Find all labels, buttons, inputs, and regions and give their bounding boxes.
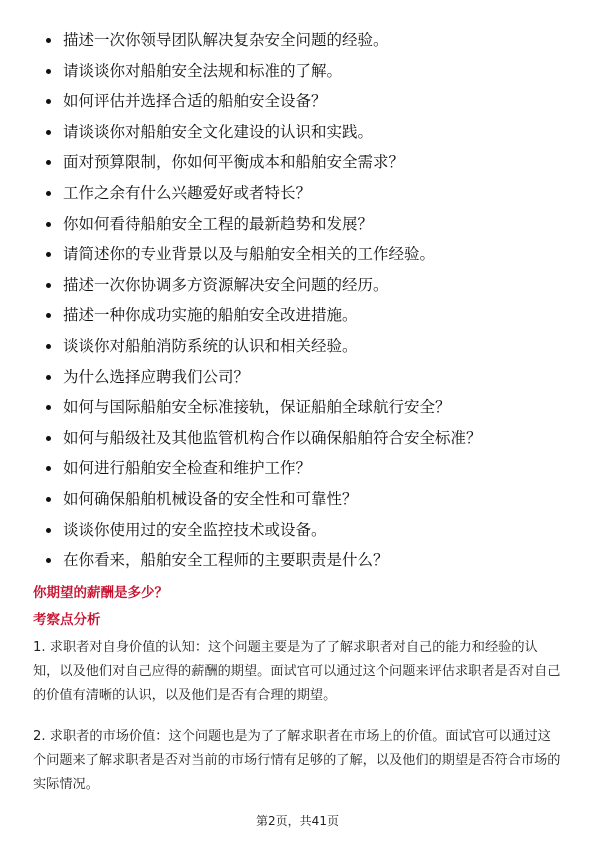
bullet-icon [46,222,51,227]
bullet-icon [46,466,51,471]
question-text: 如何进行船舶安全检查和维护工作？ [63,459,312,478]
list-item [42,331,562,362]
bullet-icon [46,38,51,43]
question-text: 如何与国际船舶安全标准接轨，保证船舶全球航行安全？ [63,398,451,417]
bullet-icon [46,160,51,165]
question-text: 描述一次你领导团队解决复杂安全问题的经验。 [63,31,389,49]
analysis-paragraph-2: 2. 求职者的市场价值：这个问题也是为了了解求职者在市场上的价值。面试官可以通过这个问题来了解求职者是否对当前的市场行情有足够的了解，以及他们的期望是否符合市场的实际情况。 [33,729,561,792]
question-list [42,25,562,576]
question-text: 请谈谈你对船舶安全法规和标准的了解。 [63,61,343,80]
bullet-icon [46,283,51,288]
list-item [42,300,562,331]
list-item [42,270,562,301]
section-question-heading: 你期望的薪酬是多少？ [33,585,168,601]
question-text: 如何确保船舶机械设备的安全性和可靠性？ [63,489,358,508]
list-item [42,239,562,270]
bullet-icon [46,497,51,502]
list-item [42,86,562,117]
bullet-icon [46,130,51,135]
bullet-icon [46,436,51,441]
bullet-icon [46,69,51,74]
question-text: 工作之余有什么兴趣爱好或者特长？ [63,183,312,202]
analysis-heading: 考察点分析 [33,612,101,628]
bullet-icon [46,252,51,257]
list-item [42,209,562,240]
list-item [42,392,562,423]
question-text: 请谈谈你对船舶安全文化建设的认识和实践。 [63,122,374,141]
bullet-icon [46,344,51,349]
bullet-icon [46,405,51,410]
question-text: 为什么选择应聘我们公司？ [63,367,250,386]
list-item [42,25,562,56]
question-text: 如何与船级社及其他监管机构合作以确保船舶符合安全标准？ [63,428,482,447]
bullet-icon [46,528,51,533]
list-item [42,423,562,454]
list-item [42,453,562,484]
list-item [42,178,562,209]
list-item [42,484,562,515]
bullet-icon [46,375,51,380]
question-text: 谈谈你使用过的安全监控技术或设备。 [63,520,327,539]
page-number: 第2页，共41页 [256,814,339,828]
question-text: 你如何看待船舶安全工程的最新趋势和发展？ [63,214,374,233]
analysis-paragraph-1: 1. 求职者对自身价值的认知：这个问题主要是为了了解求职者对自己的能力和经验的认知，以及他们对自己应得的薪酬的期望。面试官可以通过这个问题来评估求职者是否对自己的价值有清晰的认识，以及他们是否有合理的期望。 [33,640,561,703]
bullet-icon [46,558,51,563]
bullet-icon [46,191,51,196]
question-text: 谈谈你对船舶消防系统的认识和相关经验。 [63,336,358,355]
question-text: 描述一次你协调多方资源解决安全问题的经历。 [63,275,389,294]
question-text: 在你看来，船舶安全工程师的主要职责是什么？ [63,551,389,570]
bullet-icon [46,99,51,104]
question-text: 面对预算限制，你如何平衡成本和船舶安全需求？ [63,153,405,172]
bullet-icon [46,313,51,318]
question-text: 描述一种你成功实施的船舶安全改进措施。 [63,306,358,325]
question-text: 请简述你的专业背景以及与船舶安全相关的工作经验。 [63,245,436,264]
list-item [42,56,562,87]
list-item [42,545,562,576]
question-text: 如何评估并选择合适的船舶安全设备？ [63,92,327,111]
list-item [42,147,562,178]
list-item [42,117,562,148]
list-item [42,515,562,546]
list-item [42,362,562,393]
